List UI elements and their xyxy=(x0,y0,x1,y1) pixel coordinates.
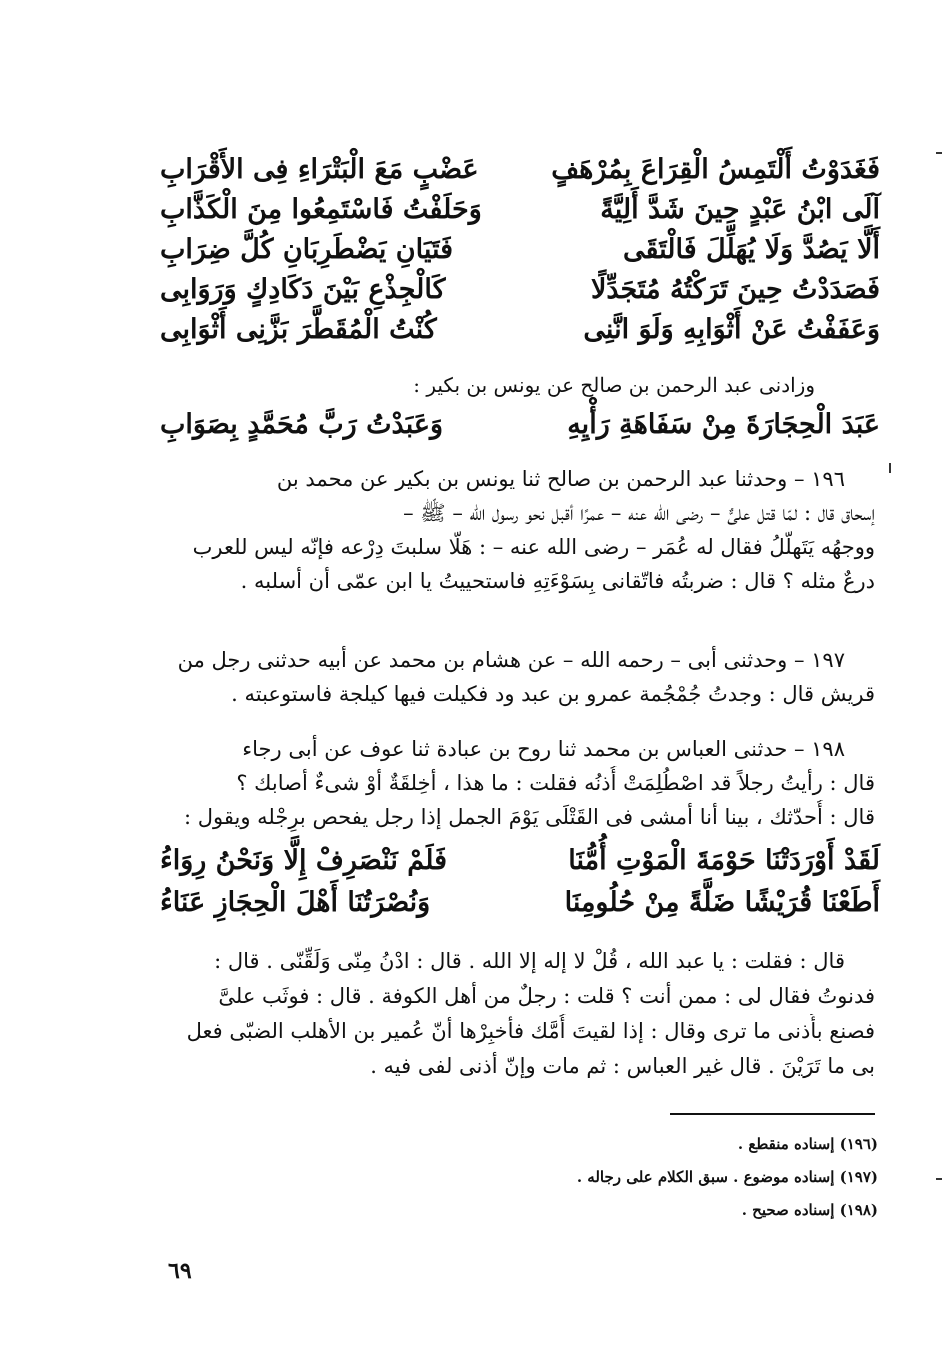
paragraph-line: فدنوتُ فقال لى : ممن أنت ؟ قلت : رجلٌ من أهل الكوفة . قال : فوثَب علىَّ xyxy=(218,984,875,1008)
intro-line: وزادنى عبد الرحمن بن صالح عن يونس بن بكير : xyxy=(413,373,815,397)
verse-second-hemistich: وَحَلَفْتُ فَاسْتَمِعُوا مِنَ الْكَذَّابِ xyxy=(160,194,482,225)
verse-first-hemistich: فَغَدَوْتُ أَلْتَمِسُ الْقِرَاعَ بِمُرْهَفٍ xyxy=(551,154,880,185)
poem-verses-three xyxy=(160,840,880,924)
verse-line xyxy=(160,150,880,190)
verse-line xyxy=(160,190,880,230)
paragraph-line: ١٩٨ – حدثنى العباس بن محمد ثنا روح بن عبادة ثنا عوف عن أبى رجاء xyxy=(242,737,845,761)
verse-second-hemistich: وَنُصْرَتُنَا أَهْلَ الْحِجَازِ عَنَاءُ xyxy=(160,887,431,918)
verse-first-hemistich: أَلَّا يَصُدَّ وَلَا يُهَلِّلَ فَالْتَقَى xyxy=(622,234,880,265)
paragraph-line: بى ما تَرَيْنَ . قال غير العباس : ثم مات وإنّ أذنى لفى فيه . xyxy=(370,1054,875,1078)
verse-second-hemistich: كُنْتُ الْمُقَطَّرَ بَزَّنِى أَثْوَابِى xyxy=(160,314,437,345)
paragraph-line: قريش قال : وجدتُ جُمْجُمة عمرو بن عبد ود فكيلت فيها كيلجة فاستوعبته . xyxy=(231,682,875,706)
verse-line xyxy=(160,840,880,882)
footnote-197: (١٩٧) إسناده موضوع . سبق الكلام على رجاله . xyxy=(576,1168,878,1186)
verse-first-hemistich: عَبَدَ الْحِجَارَةَ مِنْ سَفَاهَةِ رَأْيِهِ xyxy=(567,409,880,440)
paragraph-line: درعٌ مثله ؟ قال : ضربتُه فاتّقانى بِسَوْءَتِهِ فاستحييتُ يا ابن عمّى أن أسلبه . xyxy=(240,569,875,593)
verse-line xyxy=(160,882,880,924)
footnote-divider xyxy=(670,1113,875,1115)
verse-first-hemistich: لَقَدْ أَوْرَدَتْنَا حَوْمَةَ الْمَوْتِ أُمُّنَا xyxy=(568,845,880,876)
margin-mark xyxy=(936,152,942,154)
verse-second-hemistich: كَالْجِذْعِ بَيْنَ دَكَادِكٍ وَرَوَابِى xyxy=(160,274,446,305)
paragraph-closing xyxy=(160,944,875,1084)
verse-first-hemistich: وَعَفَفْتُ عَنْ أَثْوَابِهِ وَلَوَ انَّنِى xyxy=(583,314,880,345)
paragraph-line: ووجهُه يَتَهلّلُ فقال له عُمَر – رضى الله عنه – : هَلّا سلبتَ دِرْعه فإنّه ليس للعرب xyxy=(192,535,875,559)
poem-verses-two xyxy=(160,405,880,445)
paragraph-196 xyxy=(160,462,875,598)
paragraph-line: إسحاق قال : لمّا قتل علىٌّ – رضى الله عنه – عمرًا أقبل نحو رسول الله – ﷺ – xyxy=(403,501,875,525)
paragraph-line: قال : فقلت : يا عبد الله ، قُلْ لا إله إلا الله . قال : ادْنُ مِنّى وَلَقِّنّى . قال : xyxy=(214,949,845,973)
paragraph-line: ١٩٧ – وحدثنى أبى – رحمه الله – عن هشام بن محمد عن أبيه حدثنى رجل من xyxy=(177,648,845,672)
footnote-196: (١٩٦) إسناده منقطع . xyxy=(737,1135,878,1153)
verse-first-hemistich: فَصَدَدْتُ حِينَ تَرَكْتُهُ مُتَجَدِّلًا xyxy=(590,274,880,305)
verse-first-hemistich: آلَى ابْنُ عَبْدٍ حِينَ شَدَّ أَلِيَّةً xyxy=(600,194,880,225)
verse-second-hemistich: فَلَمْ نَنْصَرِفْ إِلَّا وَنَحْنُ رِوَاءُ xyxy=(160,845,448,876)
paragraph-line: فصنع بأُذنى ما ترى وقال : إذا لقيتَ أُمَّك فأخبِرْها أنّ عُمير بن الأهلب الضبّى فعل xyxy=(186,1019,875,1043)
verse-line xyxy=(160,230,880,270)
verse-line xyxy=(160,270,880,310)
verse-second-hemistich: عَضْبٍ مَعَ الْبَتْرَاءِ فِى الأَقْرَابِ xyxy=(160,154,479,185)
paragraph-line: ١٩٦ – وحدثنا عبد الرحمن بن صالح ثنا يونس بن بكير عن محمد بن xyxy=(276,467,845,491)
paragraph-197 xyxy=(160,643,875,711)
paragraph-198 xyxy=(160,732,875,834)
verse-second-hemistich: فَتَيَانِ يَضْطَرِبَانِ كُلَّ ضِرَابِ xyxy=(160,234,454,265)
paragraph-line: قال : أُحدّثك ، بينا أنا أمشى فى القَتْلَى يَوْمَ الجمل إذا رجل يفحص برِجْله ويقول : xyxy=(184,805,875,829)
footnote-198: (١٩٨) إسناده صحيح . xyxy=(741,1201,878,1219)
paragraph-line: قال : رأيتُ رجلاً قد اصْطُلِمَتْ أُذنُه فقلت : ما هذا ، أخِلقَةٌ أوْ شىءٌ أصابك ؟ xyxy=(236,771,875,795)
page-number: ٦٩ xyxy=(168,1258,192,1284)
poem-verses-one xyxy=(160,150,880,350)
margin-mark xyxy=(889,463,891,473)
verse-line xyxy=(160,310,880,350)
verse-first-hemistich: أَطَعْنَا قُرَيْشًا ضَلَّةً مِنْ حُلُومِنَا xyxy=(564,887,880,918)
verse-second-hemistich: وَعَبَدْتُ رَبَّ مُحَمَّدٍ بِصَوَابِ xyxy=(160,409,444,440)
margin-mark xyxy=(936,1178,942,1180)
verse-line xyxy=(160,405,880,445)
footnotes xyxy=(400,1128,878,1227)
